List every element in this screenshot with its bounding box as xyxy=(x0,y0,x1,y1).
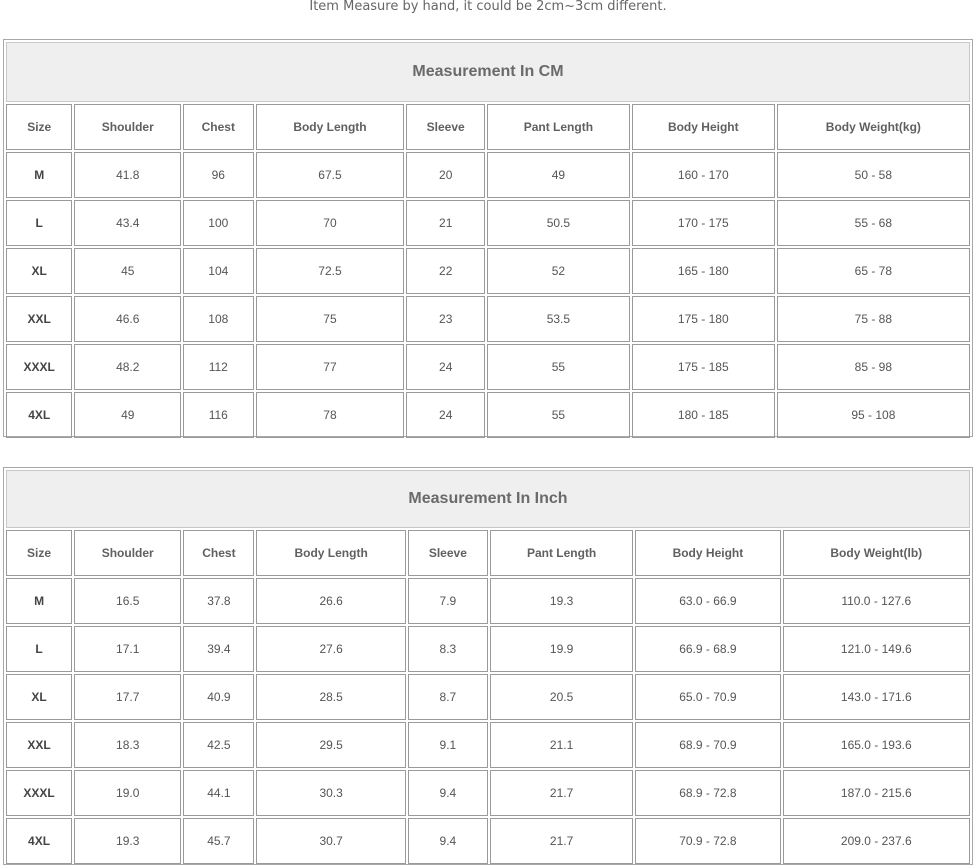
table-cell: 65.0 - 70.9 xyxy=(635,674,780,720)
column-header: Body Weight(kg) xyxy=(777,104,970,150)
table-cell: 24 xyxy=(406,392,484,438)
table-cell: 49 xyxy=(74,392,181,438)
table-cell: 121.0 - 149.6 xyxy=(783,626,970,672)
header-row xyxy=(6,530,970,576)
table-cell: 175 - 180 xyxy=(632,296,775,342)
table-row xyxy=(6,626,970,672)
table-cell: 72.5 xyxy=(256,248,405,294)
table-cell: 95 - 108 xyxy=(777,392,970,438)
table-cell: 68.9 - 70.9 xyxy=(635,722,780,768)
table-cell: 75 - 88 xyxy=(777,296,970,342)
size-cell: XXXL xyxy=(6,770,72,816)
table-cell: 68.9 - 72.8 xyxy=(635,770,780,816)
table-row xyxy=(6,770,970,816)
column-header: Pant Length xyxy=(487,104,630,150)
column-header: Body Height xyxy=(632,104,775,150)
header-row xyxy=(6,104,970,150)
size-cell: XXXL xyxy=(6,344,72,390)
inch-size-table xyxy=(3,467,973,865)
table-cell: 70 xyxy=(256,200,405,246)
table-cell: 16.5 xyxy=(74,578,181,624)
table-cell: 50.5 xyxy=(487,200,630,246)
table-cell: 21 xyxy=(406,200,484,246)
table-row xyxy=(6,818,970,864)
table-cell: 55 xyxy=(487,344,630,390)
table-row xyxy=(6,722,970,768)
table-cell: 43.4 xyxy=(74,200,181,246)
table-cell: 30.3 xyxy=(256,770,405,816)
table-cell: 46.6 xyxy=(74,296,181,342)
table-cell: 180 - 185 xyxy=(632,392,775,438)
table-cell: 42.5 xyxy=(183,722,254,768)
size-cell: XXL xyxy=(6,296,72,342)
column-header: Shoulder xyxy=(74,104,181,150)
table-cell: 48.2 xyxy=(74,344,181,390)
size-cell: L xyxy=(6,200,72,246)
table-cell: 170 - 175 xyxy=(632,200,775,246)
table-cell: 104 xyxy=(183,248,253,294)
table-cell: 53.5 xyxy=(487,296,630,342)
size-cell: XL xyxy=(6,674,72,720)
size-cell: M xyxy=(6,152,72,198)
table-row xyxy=(6,152,970,198)
measure-note: Item Measure by hand, it could be 2cm~3cm different. xyxy=(309,0,667,14)
table-cell: 19.3 xyxy=(490,578,633,624)
table-cell: 52 xyxy=(487,248,630,294)
table-cell: 110.0 - 127.6 xyxy=(783,578,970,624)
table-cell: 20 xyxy=(406,152,484,198)
column-header: Size xyxy=(6,104,72,150)
column-header: Sleeve xyxy=(406,104,484,150)
size-cell: 4XL xyxy=(6,818,72,864)
table-row xyxy=(6,674,970,720)
table-cell: 209.0 - 237.6 xyxy=(783,818,970,864)
table-cell: 49 xyxy=(487,152,630,198)
table-cell: 40.9 xyxy=(183,674,254,720)
column-header: Body Length xyxy=(256,530,405,576)
table-cell: 165.0 - 193.6 xyxy=(783,722,970,768)
table-cell: 37.8 xyxy=(183,578,254,624)
table-cell: 67.5 xyxy=(256,152,405,198)
table-cell: 18.3 xyxy=(74,722,181,768)
column-header: Body Height xyxy=(635,530,780,576)
table-cell: 78 xyxy=(256,392,405,438)
table-cell: 8.7 xyxy=(408,674,488,720)
table-cell: 9.4 xyxy=(408,770,488,816)
table-cell: 100 xyxy=(183,200,253,246)
table-cell: 55 - 68 xyxy=(777,200,970,246)
table-cell: 17.7 xyxy=(74,674,181,720)
table-title: Measurement In CM xyxy=(6,42,970,102)
size-cell: XL xyxy=(6,248,72,294)
table-cell: 20.5 xyxy=(490,674,633,720)
table-cell: 23 xyxy=(406,296,484,342)
table-cell: 50 - 58 xyxy=(777,152,970,198)
column-header: Sleeve xyxy=(408,530,488,576)
table-cell: 63.0 - 66.9 xyxy=(635,578,780,624)
table-cell: 9.4 xyxy=(408,818,488,864)
table-row xyxy=(6,200,970,246)
table-cell: 45 xyxy=(74,248,181,294)
table-row xyxy=(6,248,970,294)
table-cell: 21.7 xyxy=(490,818,633,864)
table-cell: 143.0 - 171.6 xyxy=(783,674,970,720)
table-cell: 8.3 xyxy=(408,626,488,672)
table-cell: 55 xyxy=(487,392,630,438)
column-header: Shoulder xyxy=(74,530,181,576)
table-title: Measurement In Inch xyxy=(6,470,970,528)
table-cell: 70.9 - 72.8 xyxy=(635,818,780,864)
table-cell: 165 - 180 xyxy=(632,248,775,294)
size-cell: 4XL xyxy=(6,392,72,438)
table-cell: 187.0 - 215.6 xyxy=(783,770,970,816)
table-cell: 21.7 xyxy=(490,770,633,816)
column-header: Body Length xyxy=(256,104,405,150)
table-cell: 19.9 xyxy=(490,626,633,672)
table-cell: 30.7 xyxy=(256,818,405,864)
table-cell: 44.1 xyxy=(183,770,254,816)
table-cell: 112 xyxy=(183,344,253,390)
table-cell: 19.0 xyxy=(74,770,181,816)
column-header: Pant Length xyxy=(490,530,633,576)
table-cell: 19.3 xyxy=(74,818,181,864)
column-header: Body Weight(lb) xyxy=(783,530,970,576)
measurement-table xyxy=(4,40,972,440)
measurement-table xyxy=(4,468,972,866)
table-cell: 27.6 xyxy=(256,626,405,672)
table-cell: 116 xyxy=(183,392,253,438)
table-row xyxy=(6,392,970,438)
table-cell: 75 xyxy=(256,296,405,342)
table-cell: 41.8 xyxy=(74,152,181,198)
table-cell: 96 xyxy=(183,152,253,198)
table-cell: 17.1 xyxy=(74,626,181,672)
table-cell: 66.9 - 68.9 xyxy=(635,626,780,672)
table-cell: 9.1 xyxy=(408,722,488,768)
table-cell: 160 - 170 xyxy=(632,152,775,198)
table-cell: 28.5 xyxy=(256,674,405,720)
size-cell: M xyxy=(6,578,72,624)
table-cell: 85 - 98 xyxy=(777,344,970,390)
table-cell: 22 xyxy=(406,248,484,294)
table-cell: 77 xyxy=(256,344,405,390)
table-row xyxy=(6,344,970,390)
cm-size-table xyxy=(3,39,973,437)
column-header: Chest xyxy=(183,104,253,150)
column-header: Chest xyxy=(183,530,254,576)
table-cell: 45.7 xyxy=(183,818,254,864)
table-cell: 108 xyxy=(183,296,253,342)
size-cell: L xyxy=(6,626,72,672)
size-cell: XXL xyxy=(6,722,72,768)
table-cell: 26.6 xyxy=(256,578,405,624)
table-row xyxy=(6,578,970,624)
table-cell: 24 xyxy=(406,344,484,390)
table-row xyxy=(6,296,970,342)
table-cell: 65 - 78 xyxy=(777,248,970,294)
table-cell: 21.1 xyxy=(490,722,633,768)
table-cell: 175 - 185 xyxy=(632,344,775,390)
table-cell: 39.4 xyxy=(183,626,254,672)
column-header: Size xyxy=(6,530,72,576)
table-cell: 29.5 xyxy=(256,722,405,768)
table-cell: 7.9 xyxy=(408,578,488,624)
